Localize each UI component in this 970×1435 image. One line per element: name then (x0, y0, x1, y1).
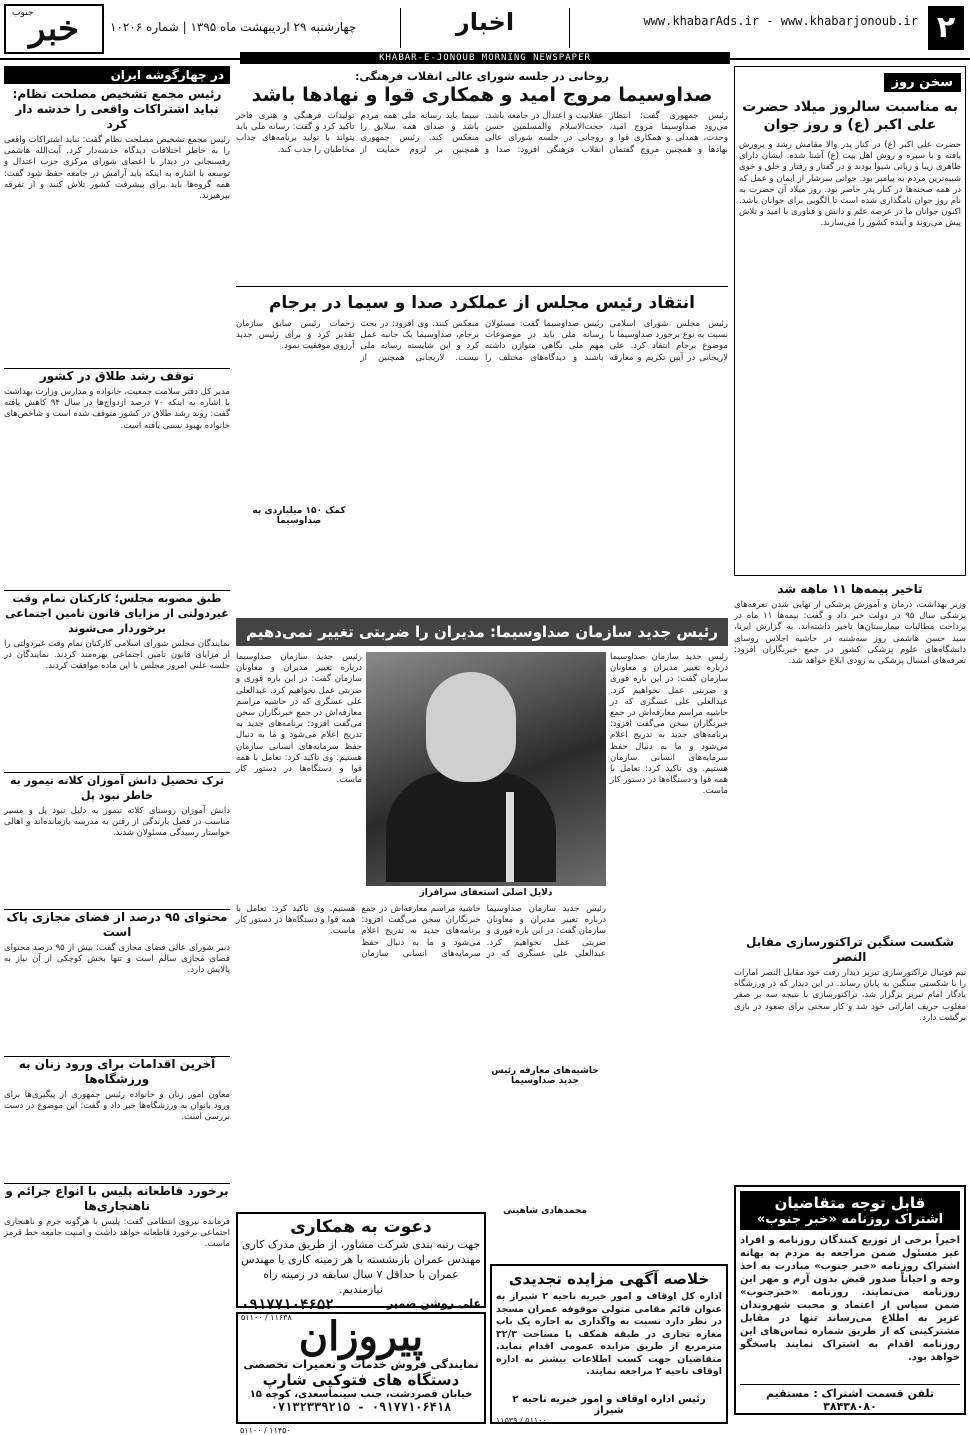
insurance-story-body: وزیر بهداشت، درمان و آموزش پزشکی از نهایی شدن تعرفه‌های پزشکی سال ۹۵ در دولت خبر داد و گفت: بیمه‌ها ۱۱ ماه در پرداخت مطالبات بیمارستان‌ها تاخیر داشته‌اند. به گزارش ایرنا، سید حسن هاشمی روز سه‌شنبه در حاشیه اجلاس روسای دانشگاه‌های علوم پزشکی کشور در جمع خبرنگاران افزود: تعرفه‌های امسال پزشکی به زودی ابلاغ خواهد شد. (734, 600, 966, 667)
main-headline: صداوسیما مروج امید و همکاری قوا و نهادها باشد (251, 84, 713, 106)
auction-ad-body: اداره کل اوقاف و امور خیریه ناحیه ۲ شیراز به عنوان قائم مقامی متولی موقوفه عمران مسجد در نظر دارد نسبت به واگذاری به اجاره یک باب مغازه تجاری در طبقه همکف با مساحت ۳۲/۳ مترمربع از طریق مزایده عمومی اقدام نماید. متقاضیان جهت کسب اطلاعات بیشتر به اداره اوقاف ناحیه ۲ مراجعه نمایند. (496, 1291, 722, 1377)
left-column (4, 66, 230, 1424)
left-story-3-title: طبق مصوبه مجلس؛ کارکنان تمام وقت غیردولتی از مزایای قانون تامین اجتماعی برخوردار می‌شوند (5, 592, 229, 635)
subscription-phone-line (740, 1384, 960, 1413)
left-story-2-body: مدیر کل دفتر سلامت جمعیت، خانواده و مدارس وزارت بهداشت با اشاره به اینکه ۷۰ درصد ازدواج‌ها در سال ۹۴ کاهش یافته گفت: روند رشد طلاق در کشور متوقف شده است و شاخص‌های خانواده بهبود نسبی یافته است. (4, 387, 230, 431)
left-story-6-title: آخرین اقدامات برای ورود زنان به ورزشگاه‌ها (4, 1056, 230, 1087)
site-url[interactable]: www.khabarAds.ir - www.khabarjonoub.ir (643, 14, 918, 28)
subscription-header (740, 1191, 960, 1230)
left-story-3-body: نمایندگان مجلس شورای اسلامی کارکنان تمام وقت غیردولتی را از مزایای قانون تامین اجتماعی بهره‌مند کردند. نمایندگان در جلسه علنی امروز مجلس با این ماده موافقت کردند. (4, 639, 230, 672)
football-story (734, 935, 966, 1185)
center-column (236, 66, 728, 1435)
job-ad-line-3: عمران با حداقل ۷ سال سابقه در زمینه راه نیازمندیم. (263, 1268, 459, 1296)
right-column (734, 66, 966, 1424)
masthead (0, 0, 970, 63)
job-ad-line-2: مهندس عمران بازنشسته با هر زمینه کاری یا مهندس (241, 1253, 481, 1266)
left-story-5-body: دبیر شورای عالی فضای مجازی گفت: بیش از ۹۵ درصد محتوای فضای مجازی سالم است و تنها بخش کوچکی از آن نیاز به پالایش دارد. (4, 943, 230, 976)
main-kicker: روحانی در جلسه شورای عالی انقلاب فرهنگی: (355, 70, 609, 83)
subscription-phone-label: تلفن قسمت اشتراک : مستقیم (765, 1387, 935, 1400)
subscription-phone[interactable]: ۳۸۴۳۸۰۸۰ (823, 1400, 877, 1413)
editorial-title: به مناسبت سالروز میلاد حضرت علی اکبر (ع) و روز جوان (742, 99, 958, 133)
iran-corners-bar: در چهارگوشه ایران (4, 66, 230, 84)
irib-side-subhead: حاشیه‌های معارفه رئیس جدید صداوسیما (491, 1066, 599, 1086)
job-ad-line-1: جهت رتبه بندی شرکت مشاور، از طریق مدرک کاری (241, 1238, 481, 1251)
newspaper-logo (4, 4, 104, 54)
left-story-7-body: فرمانده نیروی انتظامی گفت: پلیس با هرگونه جرم و ناهنجاری اجتماعی برخورد قاطعانه خواهد داشت و امنیت جامعه خط قرمز ماست. (4, 1217, 230, 1250)
photo-face (426, 672, 516, 782)
pirouzan-ad-line-1: نمایندگی فروش خدمات و تعمیرات تخصصی (243, 1358, 479, 1371)
editorial-body: حضرت علی اکبر (ع) در کنار پدر والا مقامش رشد و پرورش یافته و با سیره و روش اهل بیت (ع) آشنا شده. ایشان دارای ظاهری زیبا و زبانی شیوا بودند و در گفتار و رفتار و خلق و خوی شبیه‌ترین مردم به پیامبر بود. جوانی سرشار از ایمان و عمل که در همه صحنه‌ها در کنار پدر حاضر بود. روز میلاد آن حضرت به نام روز جوان نامگذاری شده است تا الگویی برای جوانان باشد. اکنون جوانان ما در عرصه علم و دانش و فناوری با امید و تلاش پیش می‌روند و آینده کشور را می‌سازند. (739, 140, 961, 229)
logo-subtext: جنوب (12, 8, 34, 18)
left-story-5-title: محتوای ۹۵ درصد از فضای مجازی پاک است (4, 909, 230, 940)
editorial-badge: سخن روز (884, 73, 961, 92)
insurance-story-title: تاخیر بیمه‌ها ۱۱ ماهه شد (777, 582, 923, 596)
auction-ad-code: ۵۱۱۰۰ / ۱۱۵۳۹ (496, 1416, 547, 1425)
pirouzan-ad-code: ۱۱۴۵۰ / ۵۱۱۰۰ (240, 1426, 291, 1435)
insurance-story (734, 582, 966, 932)
job-ad (236, 1212, 486, 1322)
left-story-6-body: معاون امور زنان و خانواده رئیس جمهوری از پیگیری‌ها برای ورود بانوان به ورزشگاه‌ها خبر داد و گفت: این موضوع در دست بررسی است. (4, 1090, 230, 1123)
irib-story-body: رئیس جدید سازمان صداوسیما درباره تغییر مدیران و معاونان سازمان گفت: در این باره فوری و ضربتی عمل نخواهیم کرد. عبدالعلی علی عسگری که در حاشیه مراسم معارفه‌اش در جمع خبرنگاران سخن می‌گفت افزود: برنامه‌های جدید به تدریج اعلام می‌شود و ما به دنبال حفظ سرمایه‌های انسانی سازمان هستیم. وی تاکید کرد: تعامل با همه قوا و دستگاه‌ها در دستور کار ماست. (610, 652, 728, 797)
parliament-headline: انتقاد رئیس مجلس از عملکرد صدا و سیما در برجام (236, 286, 728, 315)
main-story-body: رئیس جمهوری گفت: انتظار می‌رود صداوسیما مروج امید، وحدت، همدلی و همکاری قوا و نهادها و همچنین مروج گفتمان عقلانیت و اعتدال در جامعه باشد. حجت‌الاسلام والمسلمین حسن روحانی در جلسه شورای عالی انقلاب فرهنگی افزود: صدا و سیما باید رسانه ملی همه مردم باشد و صدای همه سلایق را منعکس کند. رئیس جمهوری همچنین بر لزوم حمایت از تولیدات فرهنگی و هنری فاخر تاکید کرد و گفت: رسانه ملی باید بتواند با تولید برنامه‌های جذاب مخاطبان را جذب کند. (236, 111, 728, 155)
photo-microphone (506, 792, 514, 882)
football-story-title: شکست سنگین تراکتورسازی مقابل النصر (746, 935, 954, 964)
auction-ad-title: خلاصه آگهی مزایده تجدیدی (508, 1270, 710, 1288)
pirouzan-ad-title: پیروزان (298, 1313, 424, 1360)
subscription-title: قابل توجه متقاضیان (774, 1194, 926, 1212)
irib-story-side: رئیس جدید سازمان صداوسیما درباره تغییر مدیران و معاونان سازمان گفت: در این باره فوری و ضربتی عمل نخواهیم کرد. عبدالعلی علی عسگری که در حاشیه مراسم معارفه‌اش در جمع خبرنگاران سخن می‌گفت افزود: برنامه‌های جدید به تدریج اعلام می‌شود و ما به دنبال حفظ سرمایه‌های انسانی سازمان هستیم. وی تاکید کرد: تعامل با همه قوا و دستگاه‌ها در دستور کار ماست. (236, 652, 362, 786)
left-story-1-body: رئیس مجمع تشخیص مصلحت نظام گفت: نباید اشتراکات واقعی را به خاطر اختلافات دیدگاه خدشه‌دار کرد. آیت‌الله هاشمی رفسنجانی در دیدار با اعضای شورای مرکزی حزب اعتدال و توسعه با اشاره به اینکه باید آرامش در جامعه حفظ شود گفت: همه گروه‌ها باید برای پیشرفت کشور تلاش کنند و از تفرقه بپرهیزند. (4, 135, 230, 202)
job-ad-title: دعوت به همکاری (290, 1217, 432, 1237)
subscription-notice (734, 1185, 966, 1415)
photo-caption: دلایل اصلی استعفای سرافراز (419, 888, 553, 898)
editorial-box (734, 66, 966, 576)
auction-ad (490, 1264, 728, 1424)
irib-byline: محمدهادی شاهینی (503, 1206, 587, 1216)
pirouzan-ad (236, 1312, 486, 1424)
photo-figure (386, 772, 556, 882)
pirouzan-ad-phone[interactable]: ۰۷۱۳۲۳۳۹۲۱۵ - ۰۹۱۷۷۱۰۶۴۱۸ (270, 1400, 452, 1414)
pirouzan-ad-line-2: دستگاه های فتوکپی شارپ (262, 1371, 460, 1389)
parliament-subhead: کمک ۱۵۰ میلیاردی به صداوسیما (252, 506, 346, 526)
irib-chief-headline: رئیس جدید سازمان صداوسیما: مدیران را ضربتی تغییر نمی‌دهیم (236, 618, 728, 646)
subscription-body: اخیراً برخی از توزیع کنندگان روزنامه و افراد غیر مسئول ضمن مراجعه به مردم به بهانه اشتراک روزنامه «خبر جنوب» مبادرت به اخذ وجه و احیاناً صدور قبض بدون آرم و مهر این روزنامه می‌نمایند. روزنامه «خبرجنوب» ضمن سپاس از اعتماد و محبت شهروندان عزیز به اطلاع می‌رساند تنها در مقابل مشترکینی که از طریق شماره تماس‌های این روزنامه اقدام به اشتراک نمایند پاسخگو خواهد بود. (740, 1235, 960, 1363)
pirouzan-ad-line-3: خیابان قصردشت، جنب سینماسعدی، کوچه ۱۵ (249, 1389, 473, 1400)
auction-ad-footer: رئیس اداره اوقاف و امور خیریه ناحیه ۲ شیراز (512, 1394, 706, 1416)
english-tagline: KHABAR-E-JONOUB MORNING NEWSPAPER (240, 52, 730, 64)
football-story-body: تیم فوتبال تراکتورسازی تبریز دیدار رفت خود مقابل النصر امارات را با شکستی سنگین به پایان رساند. در این دیدار که در ورزشگاه یادگار امام تبریز برگزار شد، تراکتورسازی با نتیجه سه بر صفر مغلوب حریف اماراتی خود شد و کار سختی برای صعود در بازی برگشت دارد. (734, 968, 966, 1023)
job-ad-code: ۱۱۶۳۸ / ۵۱۱۰۰ (241, 1313, 292, 1322)
irib-chief-photo (366, 652, 606, 886)
left-story-4-body: دانش آموزان روستای کلاته تیمور به دلیل نبود پل و مسیر مناسب در فصل بارندگی از رفتن به مدرسه بازمانده‌اند و اهالی خواستار رسیدگی مسئولان شدند. (4, 806, 230, 839)
issue-date: چهارشنبه ۲۹ اردیبهشت ماه ۱۳۹۵ | شماره ۱۰۲۰۶ (110, 20, 357, 34)
left-story-1-title: رئیس مجمع تشخیص مصلحت نظام: نباید اشتراکات واقعی را خدشه دار کرد (12, 87, 222, 131)
subscription-title-2: اشتراک روزنامه «خبر جنوب» (756, 1212, 944, 1227)
page-number: ۲ (928, 6, 964, 50)
job-ad-contact-row (241, 1297, 481, 1313)
left-story-2-title: توقف رشد طلاق در کشور (4, 368, 230, 384)
section-title: اخبار (400, 8, 570, 48)
job-ad-phone[interactable]: ۰۹۱۷۷۱۰۴۶۵۲ (241, 1297, 334, 1313)
irib-story-continued: رئیس جدید سازمان صداوسیما درباره تغییر مدیران و معاونان سازمان گفت: در این باره فوری و ضربتی عمل نخواهیم کرد. عبدالعلی علی عسگری که در حاشیه مراسم معارفه‌اش در جمع خبرنگاران سخن می‌گفت افزود: برنامه‌های جدید به تدریج اعلام می‌شود و ما به دنبال حفظ سرمایه‌های انسانی سازمان هستیم. وی تاکید کرد: تعامل با همه قوا و دستگاه‌ها در دستور کار ماست. (236, 904, 606, 959)
parliament-story-body: رئیس مجلس شورای اسلامی نسبت به نوع برخورد صداوسیما با موضوع برجام انتقاد کرد. علی لاریجانی در آیین تکریم و معارفه رئیس صداوسیما گفت: مسئولان رسانه ملی باید در موضوعات مهم ملی نگاهی متوازن داشته باشند و دیدگاه‌های مختلف را منعکس کنند. وی افزود: در بحث برجام، صداوسیما یک جانبه عمل کرد و این شایسته رسانه ملی نیست. لاریجانی همچنین از زحمات رئیس سابق سازمان تقدیر کرد و برای رئیس جدید آرزوی موفقیت نمود. (236, 319, 728, 363)
left-story-4-title: ترک تحصیل دانش آموزان کلاته تیمور به خاطر نبود پل (4, 772, 230, 803)
logo-text: خبر (28, 9, 80, 49)
left-story-7-title: برخورد قاطعانه پلیس با انواع جرائم و ناهنجاری‌ها (5, 1184, 229, 1213)
job-ad-contact: علی روشن ضمیر (386, 1297, 481, 1310)
